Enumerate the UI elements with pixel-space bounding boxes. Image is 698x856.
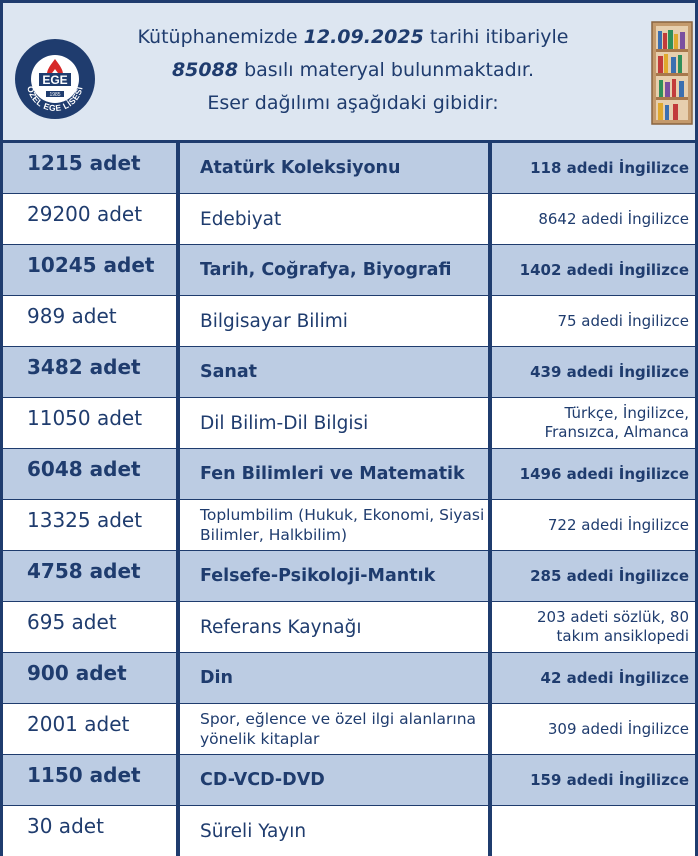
item-count: 2001 adet	[3, 704, 176, 754]
item-count: 10245 adet	[3, 245, 176, 295]
language-note: 118 adedi İngilizce	[492, 143, 695, 193]
logo-ring-text: ÖZEL EGE LİSESİ	[25, 84, 85, 114]
item-count: 989 adet	[3, 296, 176, 346]
table-row	[3, 143, 695, 193]
item-count: 30 adet	[3, 806, 176, 856]
language-note: 203 adeti sözlük, 80 takım ansiklopedi	[492, 602, 695, 652]
language-note: 439 adedi İngilizce	[492, 347, 695, 397]
table-row	[3, 602, 695, 652]
table-row	[3, 347, 695, 397]
category-name: Atatürk Koleksiyonu	[180, 143, 488, 193]
item-count: 6048 adet	[3, 449, 176, 499]
headline-date: 12.09.2025	[303, 26, 424, 48]
headline-count-suffix: basılı materyal bulunmaktadır.	[244, 59, 535, 81]
logo-year: 1985	[49, 92, 61, 98]
language-note: 722 adedi İngilizce	[492, 500, 695, 550]
table-row	[3, 551, 695, 601]
category-name: Spor, eğlence ve özel ilgi alanlarına yönelik kitaplar	[180, 704, 488, 754]
table-row	[3, 398, 695, 448]
school-logo	[15, 39, 95, 119]
table-row	[3, 296, 695, 346]
language-note: 1402 adedi İngilizce	[492, 245, 695, 295]
table-row	[3, 653, 695, 703]
language-note	[492, 806, 695, 856]
table-row	[3, 500, 695, 550]
category-name: CD-VCD-DVD	[180, 755, 488, 805]
item-count: 11050 adet	[3, 398, 176, 448]
language-note: 309 adedi İngilizce	[492, 704, 695, 754]
item-count: 1150 adet	[3, 755, 176, 805]
table-row	[3, 194, 695, 244]
item-count: 695 adet	[3, 602, 176, 652]
category-name: Dil Bilim-Dil Bilgisi	[180, 398, 488, 448]
category-name: Referans Kaynağı	[180, 602, 488, 652]
category-name: Edebiyat	[180, 194, 488, 244]
language-note: 285 adedi İngilizce	[492, 551, 695, 601]
category-name: Toplumbilim (Hukuk, Ekonomi, Siyasi Bilimler, Halkbilim)	[180, 500, 488, 550]
item-count: 4758 adet	[3, 551, 176, 601]
table-row	[3, 245, 695, 295]
language-note: 8642 adedi İngilizce	[492, 194, 695, 244]
table-row	[3, 449, 695, 499]
category-name: Sanat	[180, 347, 488, 397]
category-name: Bilgisayar Bilimi	[180, 296, 488, 346]
headline-line-1	[103, 21, 603, 54]
category-name: Tarih, Coğrafya, Biyografi	[180, 245, 488, 295]
category-name: Felsefe-Psikoloji-Mantık	[180, 551, 488, 601]
table-row	[3, 704, 695, 754]
category-name: Süreli Yayın	[180, 806, 488, 856]
headline-count: 85088	[171, 59, 239, 81]
logo-name: EGE	[42, 73, 68, 87]
item-count: 3482 adet	[3, 347, 176, 397]
headline	[103, 21, 603, 120]
language-note: 159 adedi İngilizce	[492, 755, 695, 805]
headline-suffix: tarihi itibariyle	[429, 26, 569, 48]
headline-prefix: Kütüphanemizde	[137, 26, 298, 48]
category-name: Fen Bilimleri ve Matematik	[180, 449, 488, 499]
bookshelf-icon	[651, 21, 693, 125]
header-panel	[3, 3, 695, 140]
item-count: 900 adet	[3, 653, 176, 703]
language-note: 1496 adedi İngilizce	[492, 449, 695, 499]
language-note: 75 adedi İngilizce	[492, 296, 695, 346]
headline-line-3: Eser dağılımı aşağıdaki gibidir:	[207, 92, 499, 114]
item-count: 29200 adet	[3, 194, 176, 244]
collection-table	[3, 143, 695, 855]
category-name: Din	[180, 653, 488, 703]
item-count: 1215 adet	[3, 143, 176, 193]
headline-line-2	[103, 54, 603, 87]
table-row	[3, 806, 695, 855]
table-row	[3, 755, 695, 805]
language-note: Türkçe, İngilizce, Fransızca, Almanca	[492, 398, 695, 448]
language-note: 42 adedi İngilizce	[492, 653, 695, 703]
item-count: 13325 adet	[3, 500, 176, 550]
